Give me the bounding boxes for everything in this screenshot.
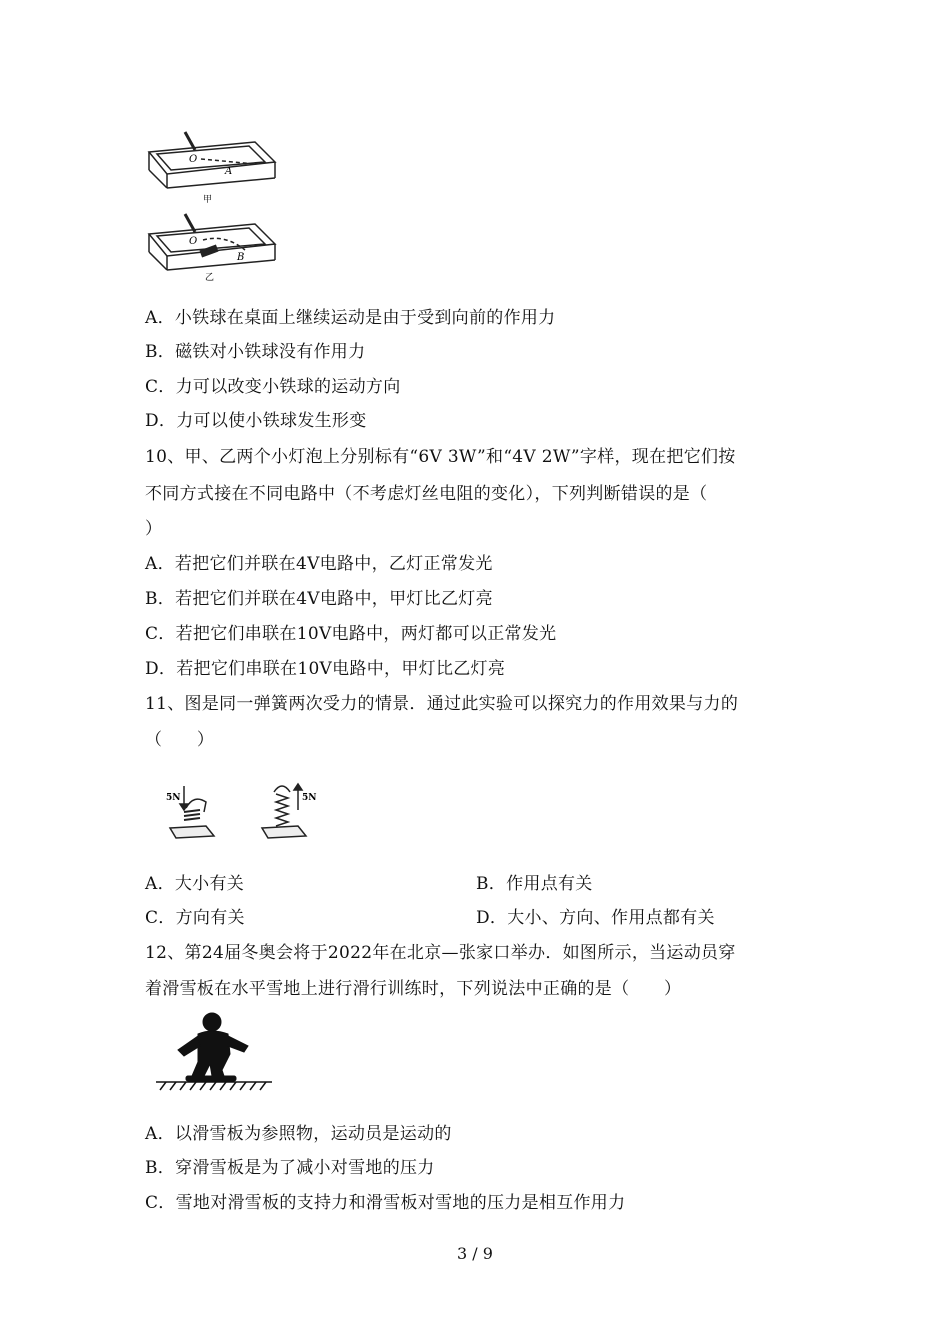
q12-option-b: B．穿滑雪板是为了减小对雪地的压力 bbox=[145, 1158, 435, 1178]
q9-option-c: C．力可以改变小铁球的运动方向 bbox=[145, 377, 401, 397]
q12-option-c: C．雪地对滑雪板的支持力和滑雪板对雪地的压力是相互作用力 bbox=[145, 1193, 626, 1213]
snow-ground bbox=[156, 1082, 272, 1090]
q11-stem-line2: （ ） bbox=[145, 730, 215, 750]
q10-option-a: A．若把它们并联在4V电路中，乙灯正常发光 bbox=[145, 554, 493, 574]
q11-option-c: C．方向有关 bbox=[145, 908, 245, 928]
q10-stem-line1: 10、甲、乙两个小灯泡上分别标有“6V 3W”和“4V 2W”字样，现在把它们按 bbox=[145, 447, 736, 467]
label-o1: O bbox=[189, 154, 198, 165]
q12-stem-line2: 着滑雪板在水平雪地上进行滑行训练时，下列说法中正确的是（ ） bbox=[145, 979, 682, 999]
label-o2: O bbox=[189, 236, 198, 247]
table-jia bbox=[149, 132, 275, 188]
spring-stretched bbox=[262, 784, 306, 838]
table-yi bbox=[149, 214, 275, 270]
label-jia: 甲 bbox=[203, 195, 213, 205]
q11-stem-line1: 11、图是同一弹簧两次受力的情景．通过此实验可以探究力的作用效果与力的 bbox=[145, 694, 739, 714]
q10-stem-line2: 不同方式接在不同电路中（不考虑灯丝电阻的变化），下列判断错误的是（ bbox=[145, 484, 708, 504]
label-yi: 乙 bbox=[205, 273, 215, 283]
q9-option-d: D．力可以使小铁球发生形变 bbox=[145, 411, 367, 431]
q11-option-a: A．大小有关 bbox=[145, 874, 245, 894]
q9-option-a: A．小铁球在桌面上继续运动是由于受到向前的作用力 bbox=[145, 308, 556, 328]
q9-figure bbox=[145, 122, 280, 282]
label-a: A bbox=[225, 166, 233, 177]
q10-option-c: C．若把它们串联在10V电路中，两灯都可以正常发光 bbox=[145, 624, 557, 644]
q12-option-a: A．以滑雪板为参照物，运动员是运动的 bbox=[145, 1124, 452, 1144]
skier-icon bbox=[178, 1013, 248, 1081]
q11-figure bbox=[164, 780, 317, 842]
page-number: 3 / 9 bbox=[457, 1244, 493, 1263]
q9-option-b: B．磁铁对小铁球没有作用力 bbox=[145, 342, 366, 362]
q11-option-b: B．作用点有关 bbox=[476, 874, 593, 894]
label-b: B bbox=[237, 252, 245, 263]
q10-option-d: D．若把它们串联在10V电路中，甲灯比乙灯亮 bbox=[145, 659, 506, 679]
label-force-1: 5N bbox=[166, 793, 181, 803]
q11-option-d: D．大小、方向、作用点都有关 bbox=[476, 908, 715, 928]
label-force-2: 5N bbox=[302, 793, 317, 803]
q12-stem-line1: 12、第24届冬奥会将于2022年在北京—张家口举办．如图所示，当运动员穿 bbox=[145, 943, 736, 963]
q10-stem-line3: ） bbox=[145, 519, 163, 539]
q12-figure bbox=[152, 1010, 277, 1092]
q10-option-b: B．若把它们并联在4V电路中，甲灯比乙灯亮 bbox=[145, 589, 493, 609]
